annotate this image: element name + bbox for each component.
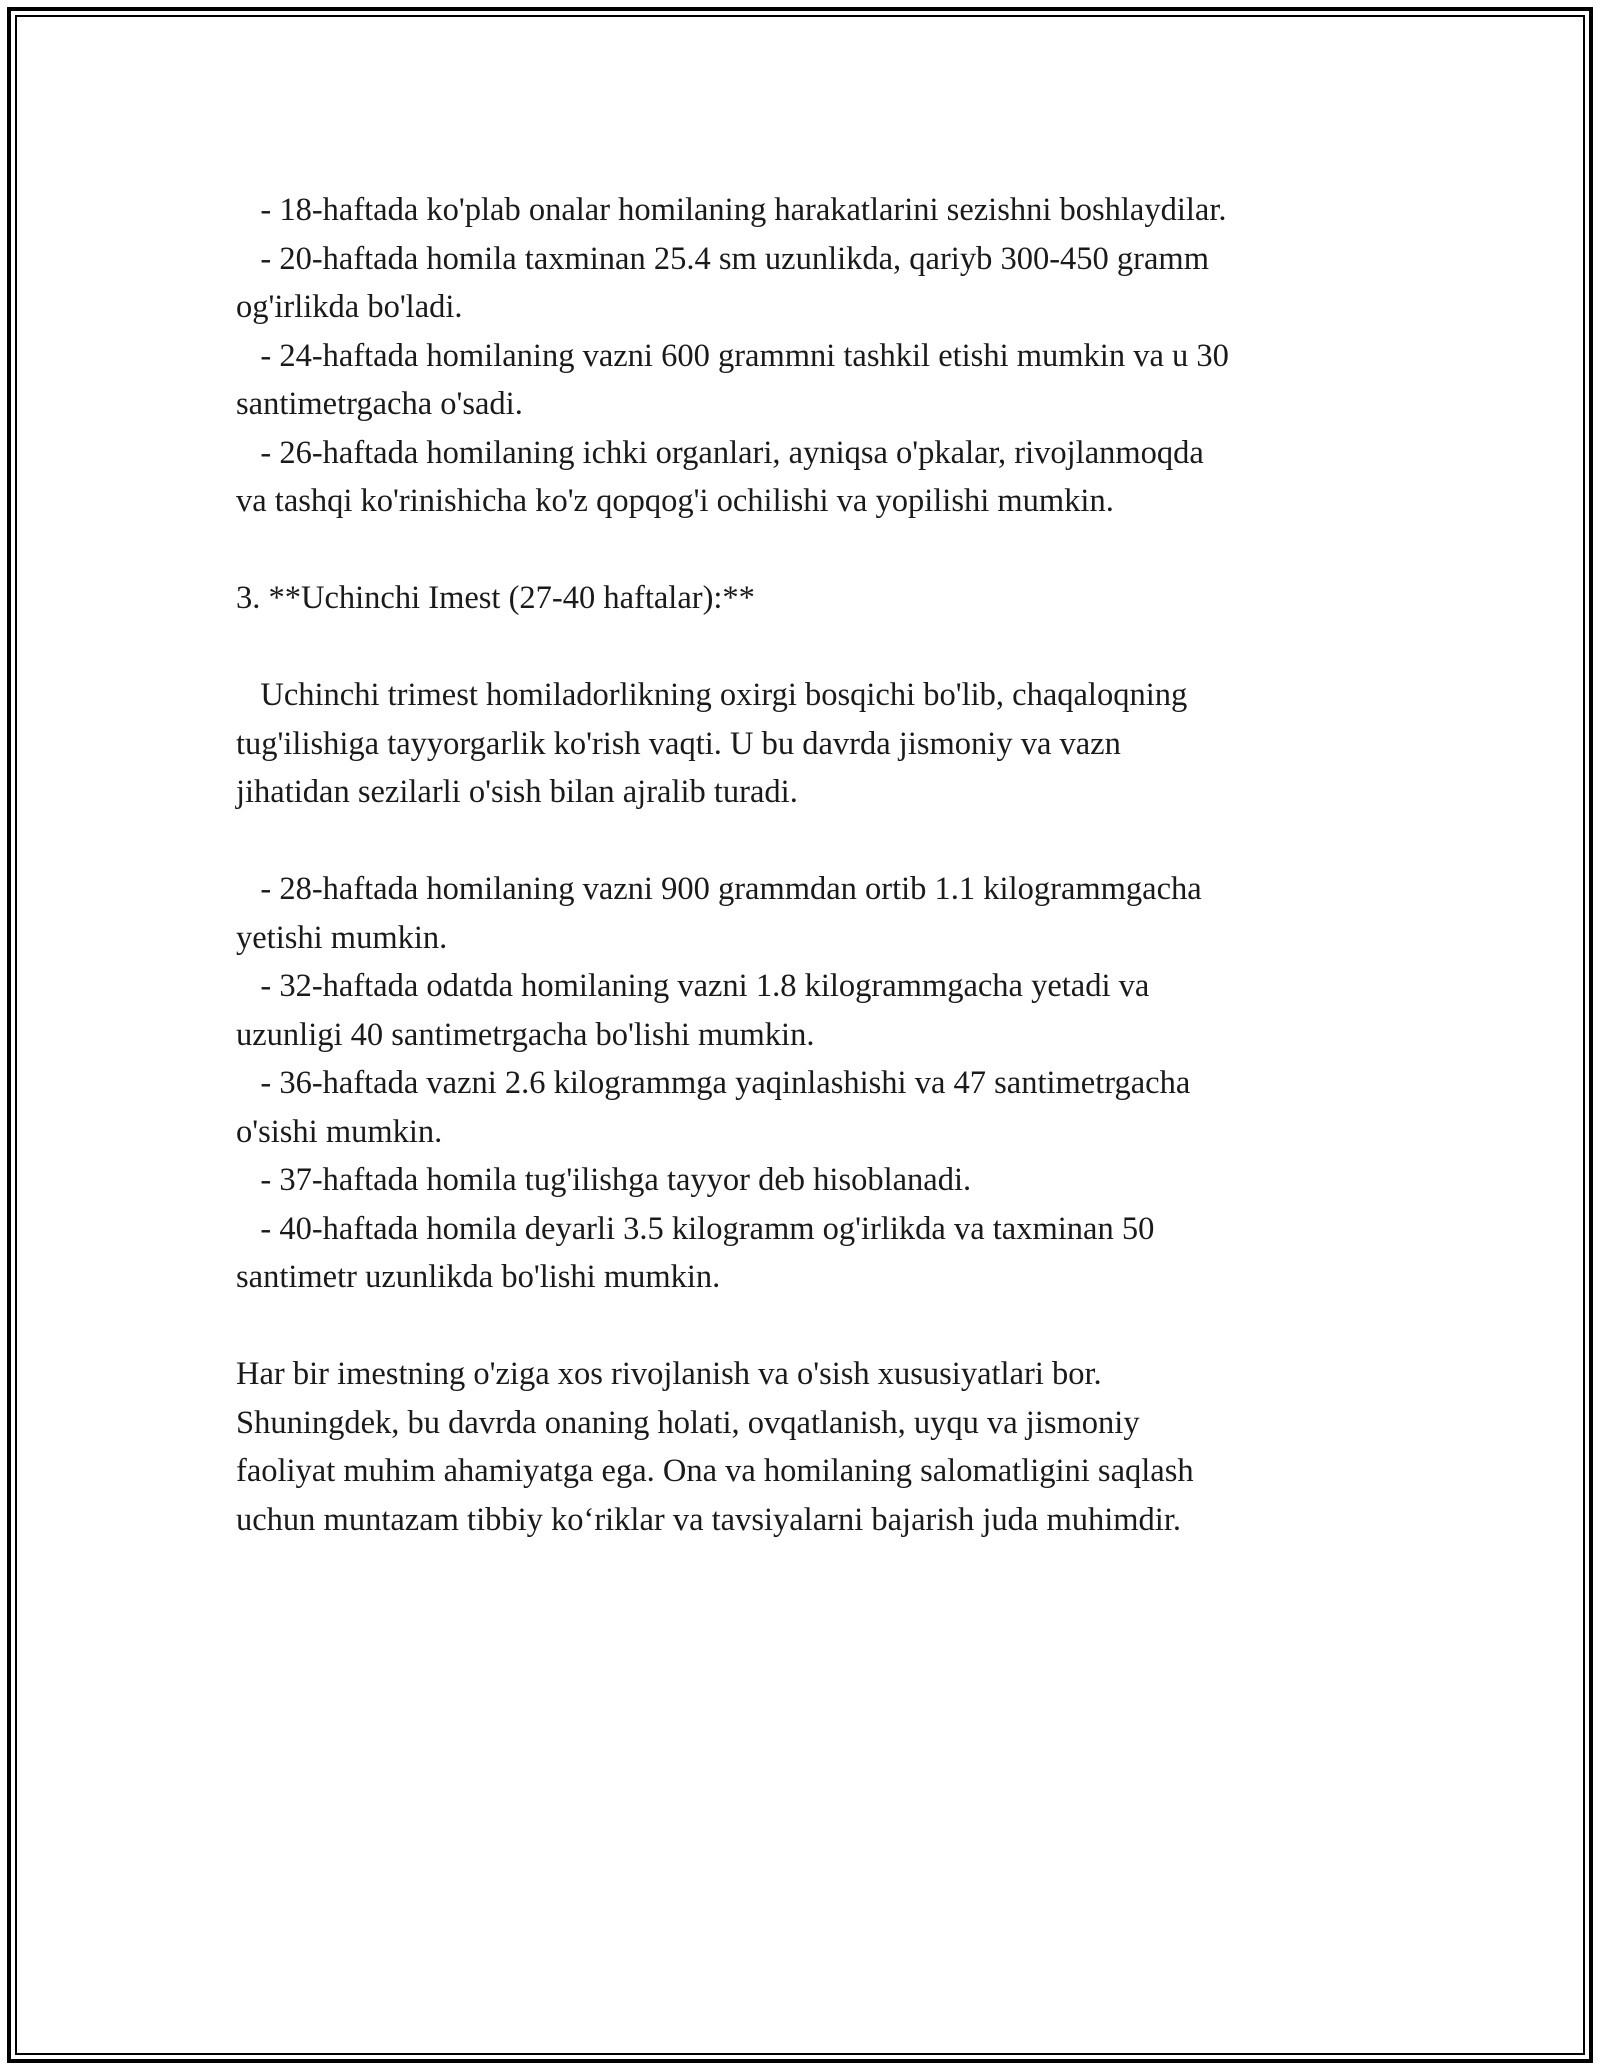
text-line: va tashqi ko'rinishicha ko'z qopqog'i ochilishi va yopilishi mumkin. <box>236 483 1114 519</box>
blank-line <box>236 817 1416 866</box>
text-line: og'irlikda bo'ladi. <box>236 289 463 325</box>
text-line: - 18-haftada ko'plab onalar homilaning harakatlarini sezishni boshlaydilar. <box>236 192 1227 228</box>
text-line: uchun muntazam tibbiy ko‘riklar va tavsiyalarni bajarish juda muhimdir. <box>236 1501 1181 1538</box>
text-line: - 26-haftada homilaning ichki organlari, ayniqsa o'pkalar, rivojlanmoqda <box>236 434 1204 471</box>
text-line: tug'ilishiga tayyorgarlik ko'rish vaqti. U bu davrda jismoniy va vazn <box>236 725 1121 762</box>
text-line: faoliyat muhim ahamiyatga ega. Ona va homilaning salomatligini saqlash <box>236 1453 1194 1489</box>
text-line: jihatidan sezilarli o'sish bilan ajralib turadi. <box>236 774 798 810</box>
text-line: - 36-haftada vazni 2.6 kilogrammga yaqinlashishi va 47 santimetrgacha <box>236 1065 1191 1101</box>
document-body <box>236 186 1416 1544</box>
section-heading: 3. **Uchinchi Imest (27-40 haftalar):** <box>236 580 755 616</box>
text-line: santimetr uzunlikda bo'lishi mumkin. <box>236 1259 721 1295</box>
text-line: - 28-haftada homilaning vazni 900 grammdan ortib 1.1 kilogrammgacha <box>236 871 1202 907</box>
text-line: - 20-haftada homila taxminan 25.4 sm uzunlikda, qariyb 300-450 gramm <box>236 240 1209 277</box>
text-line: Shuningdek, bu davrda onaning holati, ovqatlanish, uyqu va jismoniy <box>236 1404 1140 1441</box>
blank-line <box>236 623 1416 672</box>
text-line: Har bir imestning o'ziga xos rivojlanish va o'sish xususiyatlari bor. <box>236 1356 1102 1392</box>
text-line: o'sishi mumkin. <box>236 1113 443 1150</box>
text-line: - 40-haftada homila deyarli 3.5 kilogramm og'irlikda va taxminan 50 <box>236 1210 1155 1247</box>
text-line: yetishi mumkin. <box>236 919 448 956</box>
text-line: - 24-haftada homilaning vazni 600 grammni tashkil etishi mumkin va u 30 <box>236 337 1229 374</box>
text-line: - 37-haftada homila tug'ilishga tayyor deb hisoblanadi. <box>236 1162 972 1198</box>
blank-line <box>236 526 1416 575</box>
text-line: Uchinchi trimest homiladorlikning oxirgi bosqichi bo'lib, chaqaloqning <box>236 677 1188 713</box>
text-line: santimetrgacha o'sadi. <box>236 386 523 422</box>
blank-line <box>236 1302 1416 1351</box>
text-line: - 32-haftada odatda homilaning vazni 1.8 kilogrammgacha yetadi va <box>236 968 1150 1004</box>
text-line: uzunligi 40 santimetrgacha bo'lishi mumkin. <box>236 1016 815 1053</box>
